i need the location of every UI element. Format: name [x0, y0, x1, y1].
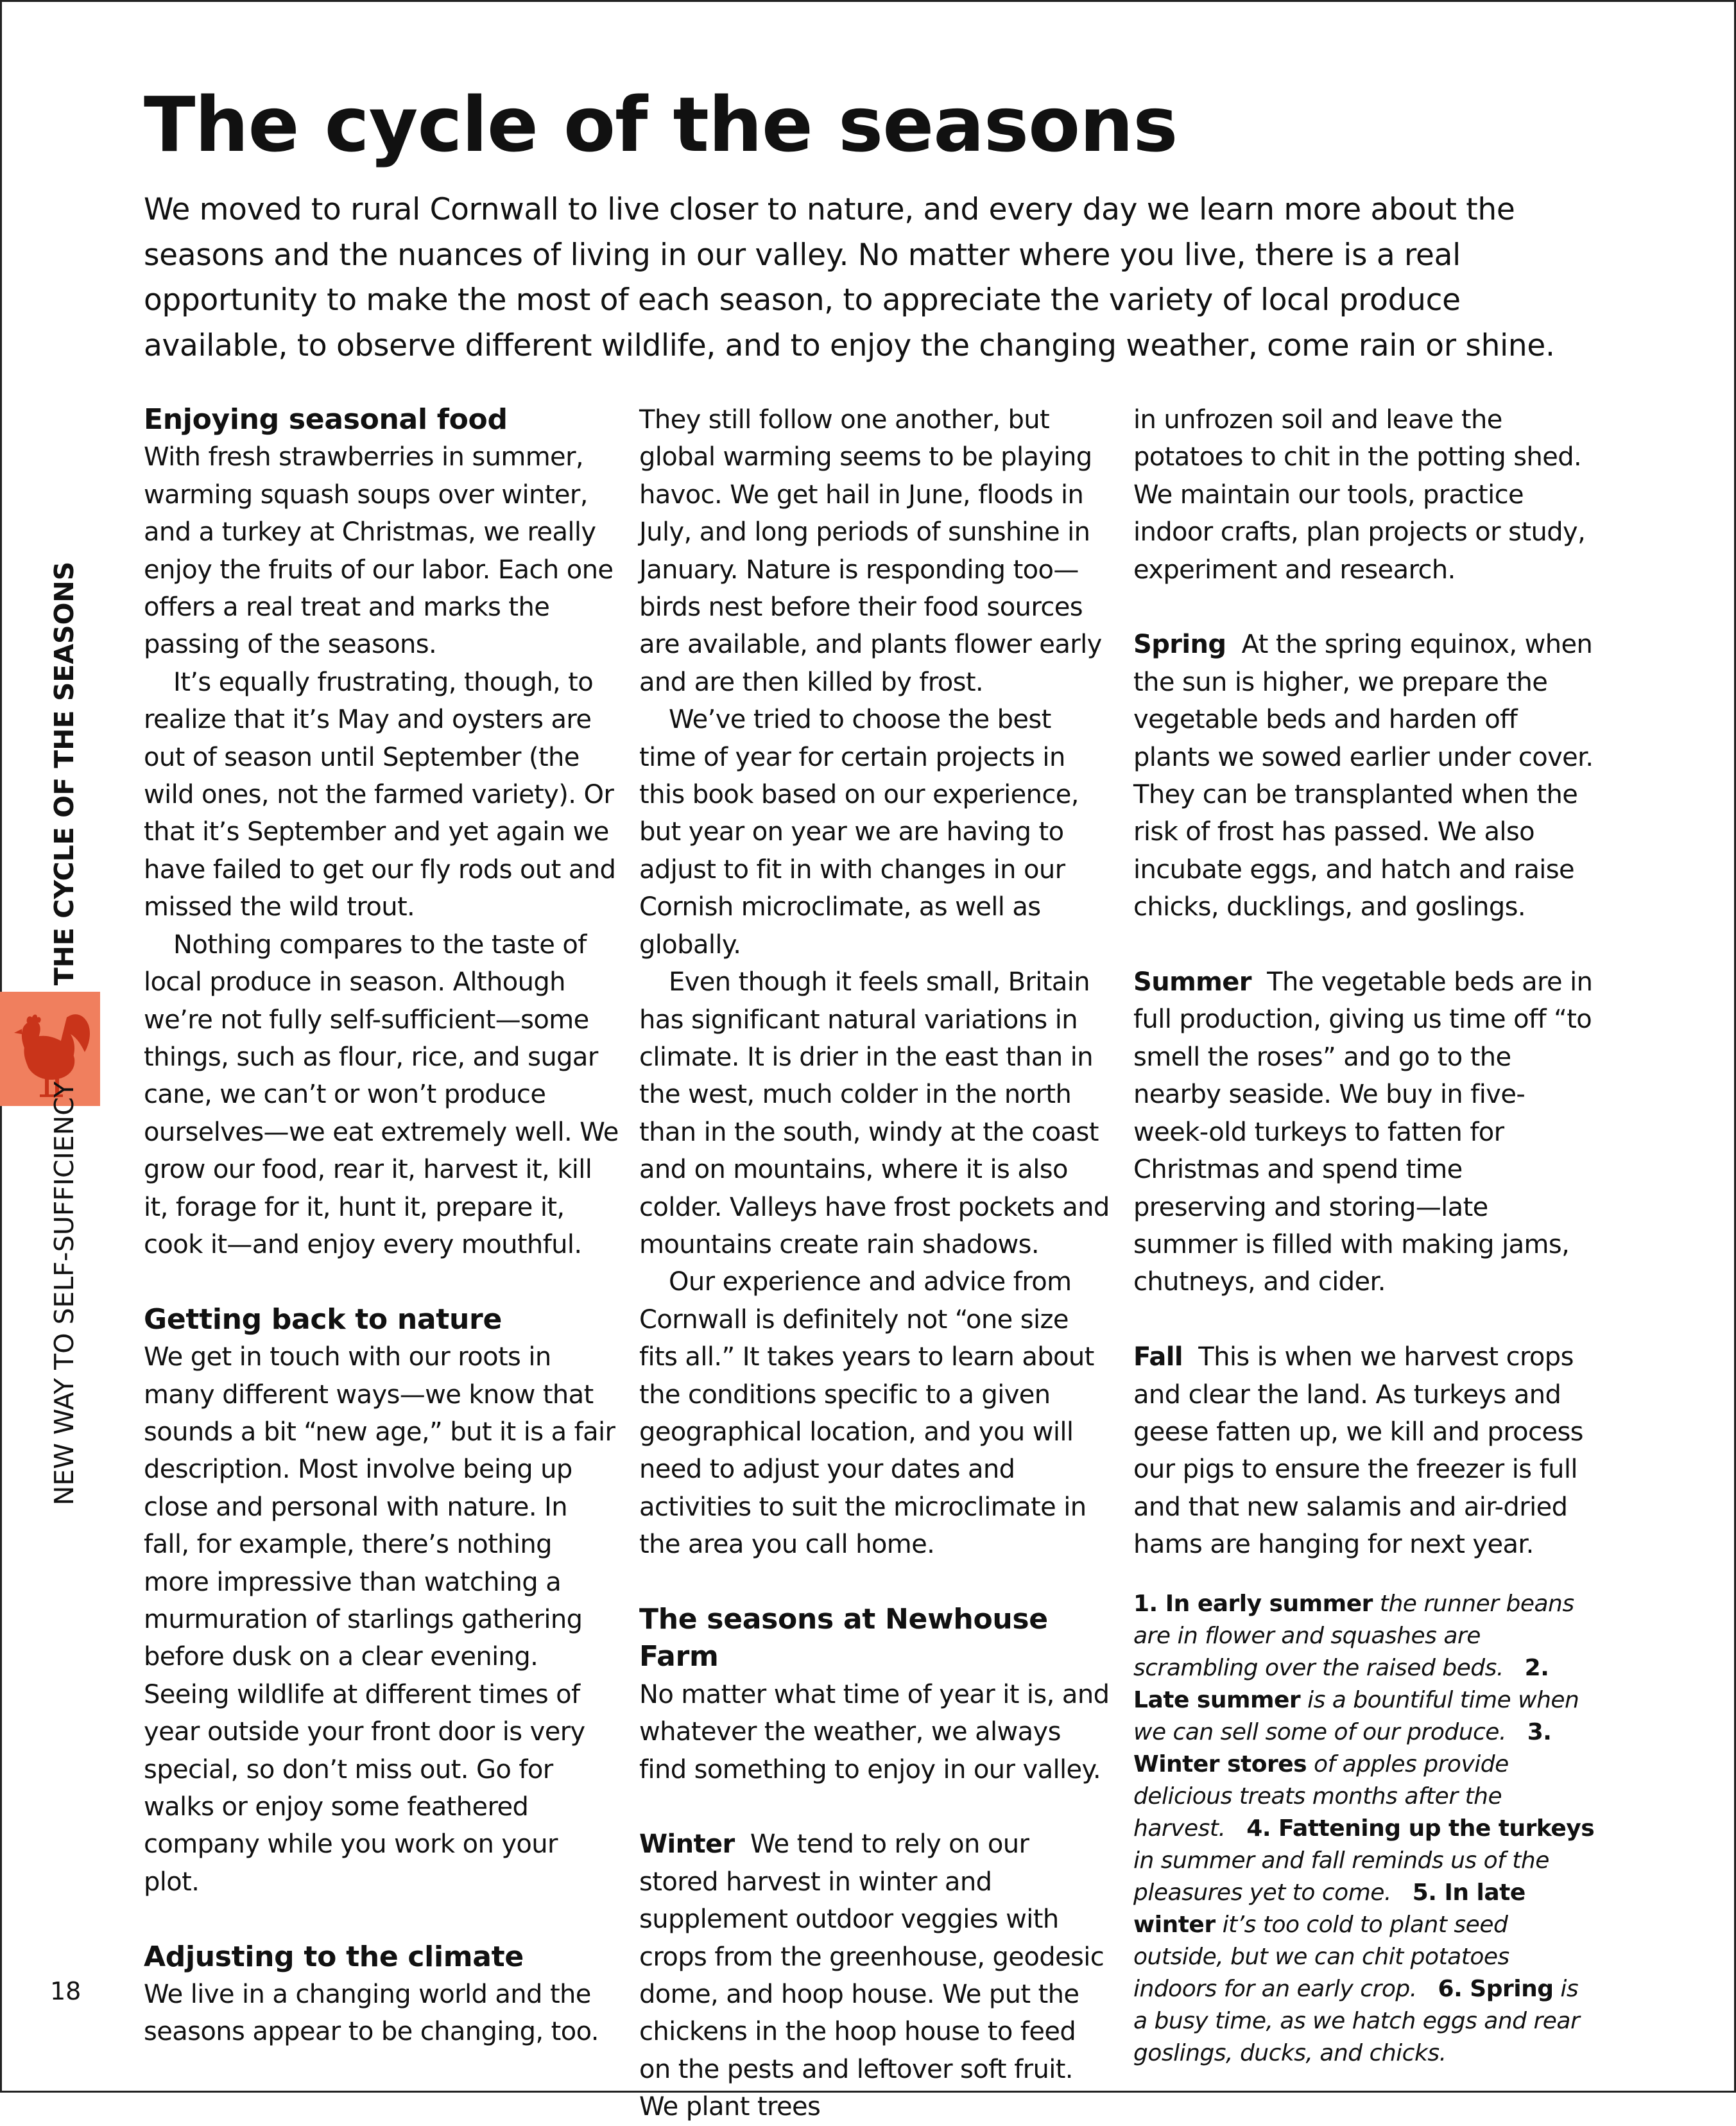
fall-label: Fall: [1133, 1342, 1183, 1372]
paragraph-seasonal-food-3: Nothing compares to the taste of local produce in season. Although we’re not fully self-sufficient—some things, such as flour, rice, and sugar cane, we can’t or won’t produce ourselves—we eat extremely well. We grow our food, rear it, harvest it, kill it, forage for it, hunt it, prepare it, cook it—and enjoy every mouthful.: [144, 929, 619, 1259]
heading-seasonal-food: Enjoying seasonal food: [144, 403, 508, 436]
paragraph-climate-1-cont: They still follow one another, but global warming seems to be playing havoc. We get hail in June, floods in July, and long periods of sunshine in January. Nature is responding too—birds nest before their food sources are available, and plants flower early and are then killed by frost.: [639, 405, 1102, 697]
caption-1-text: the runner beans are in flower and squashes are scrambling over the raised beds.: [1133, 1590, 1574, 1681]
caption-6-label: 6. Spring: [1438, 1975, 1554, 2002]
page-title: The cycle of the seasons: [144, 80, 1178, 169]
caption-3-text: of apples provide delicious treats months after the harvest.: [1133, 1750, 1509, 1842]
column-3: [1133, 401, 1595, 2070]
heading-back-to-nature: Getting back to nature: [144, 1302, 502, 1336]
paragraph-summer: [1133, 964, 1595, 1301]
column-1: [144, 401, 619, 2051]
column-2: [639, 401, 1114, 2126]
caption-5-label: 5. In late winter: [1133, 1879, 1525, 1938]
paragraph-seasonal-food-1: With fresh strawberries in summer, warming squash soups over winter, and a turkey at Christmas, we really enjoy the fruits of our labor. Each one offers a real treat and marks the passing of the seasons.: [144, 442, 614, 660]
caption-5-text: it’s too cold to plant seed outside, but we can chit potatoes indoors for an early crop.: [1133, 1911, 1509, 2002]
paragraph-fall: [1133, 1338, 1595, 1563]
fall-text: This is when we harvest crops and clear the land. As turkeys and geese fatten up, we kill and process our pigs to ensure the freezer is full and that new salamis and air-dried hams are hanging for next year.: [1133, 1342, 1583, 1560]
summer-label: Summer: [1133, 967, 1251, 998]
paragraph-climate-1-start: We live in a changing world and the seasons appear to be changing, too.: [144, 1980, 599, 2047]
spring-label: Spring: [1133, 630, 1226, 660]
caption-6-text: is a busy time, as we hatch eggs and rear goslings, ducks, and chicks.: [1133, 1975, 1580, 2066]
caption-4-label: 4. Fattening up the turkeys: [1246, 1815, 1595, 1842]
paragraph-climate-4: Our experience and advice from Cornwall is definitely not “one size fits all.” It takes years to learn about the conditions specific to a given geographical location, and you will need to adjust your dates and activities to suit the microclimate in the area you call home.: [639, 1267, 1094, 1560]
caption-4-text: in summer and fall reminds us of the pleasures yet to come.: [1133, 1847, 1549, 1906]
intro-paragraph: We moved to rural Cornwall to live closer to nature, and every day we learn more about the seasons and the nuances of living in our valley. No matter where you live, there is a real opportunity to make the most of each season, to appreciate the variety of local produce available, to observe different wildlife, and to enjoy the changing weather, come rain or shine.: [144, 192, 1555, 363]
caption-3-label: 3. Winter stores: [1133, 1718, 1552, 1777]
paragraph-climate-2: We’ve tried to choose the best time of year for certain projects in this book based on our experience, but year on year we are having to adjust to fit in with changes in our Cornish microclimate, as well as globally.: [639, 705, 1079, 960]
paragraph-winter-cont: in unfrozen soil and leave the potatoes to chit in the potting shed. We maintain our tools, practice indoor crafts, plan projects or study, experiment and research.: [1133, 405, 1586, 585]
paragraph-climate-3: Even though it feels small, Britain has significant natural variations in climate. It is drier in the east than in the west, much colder in the north than in the south, windy at the coast and on mountains, where it is also colder. Valleys have frost pockets and mountains create rain shadows.: [639, 967, 1110, 1259]
sidebar-book-label: NEW WAY TO SELF-SUFFICIENCY: [49, 1081, 80, 1506]
spring-text: At the spring equinox, when the sun is higher, we prepare the vegetable beds and harden off plants we sowed earlier under cover. They can be transplanted when the risk of frost has passed. We also incubate eggs, and hatch and raise chicks, ducklings, and goslings.: [1133, 630, 1594, 922]
paragraph-newhouse-intro: No matter what time of year it is, and whatever the weather, we always find something to enjoy in our valley.: [639, 1679, 1110, 1785]
caption-2-text: is a bountiful time when we can sell some of our produce.: [1133, 1686, 1579, 1745]
page-number: 18: [50, 1977, 82, 2005]
paragraph-back-to-nature: We get in touch with our roots in many different ways—we know that sounds a bit “new age,” but it is a fair description. Most involve being up close and personal with nature. In fall, for example, there’s nothing more impressive than watching a murmuration of starlings gathering before dusk on a clear evening. Seeing wildlife at different times of year outside your front door is very special, so don’t miss out. Go for walks or enjoy some feathered company while you work on your plot.: [144, 1342, 615, 1897]
paragraph-spring: [1133, 626, 1595, 926]
paragraph-winter: [639, 1826, 1114, 2125]
winter-label: Winter: [639, 1829, 735, 1860]
heading-newhouse: The seasons at Newhouse Farm: [639, 1602, 1048, 1673]
photo-captions: [1133, 1588, 1595, 2070]
summer-text: The vegetable beds are in full production, giving us time off “to smell the roses” and go to the nearby seaside. We buy in five-week-old turkeys to fatten for Christmas and spend time preserving and storing—late summer is filled with making jams, chutneys, and cider.: [1133, 967, 1593, 1297]
heading-climate: Adjusting to the climate: [144, 1940, 524, 1973]
caption-2-label: 2. Late summer: [1133, 1654, 1549, 1713]
sidebar-section-label: THE CYCLE OF THE SEASONS: [49, 561, 80, 986]
caption-1-label: 1. In early summer: [1133, 1590, 1373, 1617]
paragraph-seasonal-food-2: It’s equally frustrating, though, to realize that it’s May and oysters are out of season until September (the wild ones, not the farmed variety). Or that it’s September and yet again we have failed to get our fly rods out and missed the wild trout.: [144, 667, 616, 922]
winter-text: We tend to rely on our stored harvest in winter and supplement outdoor veggies with crops from the greenhouse, geodesic dome, and hoop house. We put the chickens in the hoop house to feed on the pests and leftover soft fruit. We plant trees: [639, 1829, 1104, 2122]
